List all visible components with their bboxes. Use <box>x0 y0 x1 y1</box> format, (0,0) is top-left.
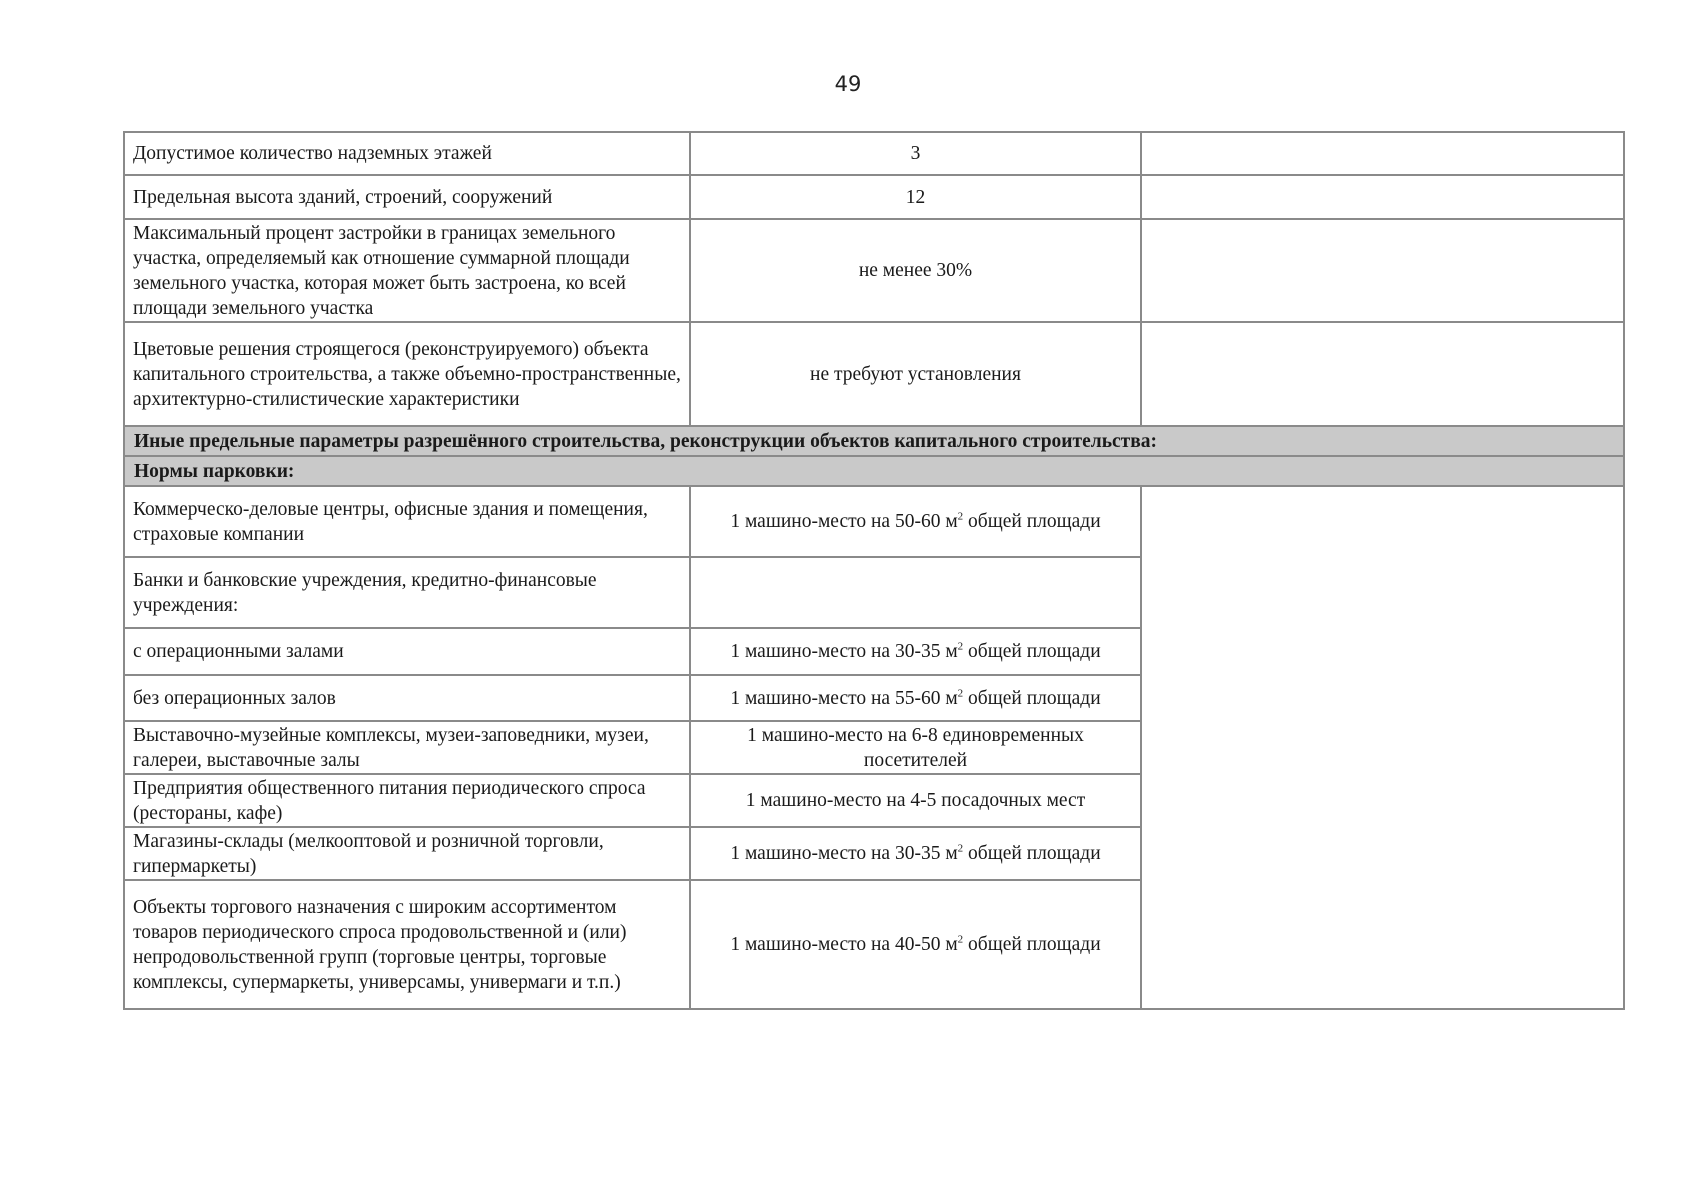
table-row <box>124 486 1624 557</box>
param-value: 3 <box>690 132 1141 175</box>
parking-value: 1 машино-место на 30-35 $м^2$ общей площади <box>690 827 1141 880</box>
param-note <box>1141 322 1624 426</box>
parking-label: Банки и банковские учреждения, кредитно-финансовые учреждения: <box>124 557 690 628</box>
section-header-row <box>124 426 1624 456</box>
table-row <box>124 219 1624 322</box>
section-header-row <box>124 456 1624 486</box>
section-parking: Нормы парковки: <box>124 456 1624 486</box>
parking-value: 1 машино-место на 6-8 единовременных посетителей <box>690 721 1141 774</box>
parking-label: Объекты торгового назначения с широким ассортиментом товаров периодического спроса продовольственной и (или) непродовольственной групп (торговые центры, торговые комплексы, супермаркеты, универсамы, универмаги и т.п.) <box>124 880 690 1009</box>
parameters-table <box>123 131 1625 1010</box>
param-value: 12 <box>690 175 1141 219</box>
parking-value: 1 машино-место на 40-50 $м^2$ общей площади <box>690 880 1141 1009</box>
param-note <box>1141 219 1624 322</box>
table-row <box>124 322 1624 426</box>
parking-label: Магазины-склады (мелкооптовой и розничной торговли, гипермаркеты) <box>124 827 690 880</box>
param-label: Предельная высота зданий, строений, сооружений <box>124 175 690 219</box>
table-row <box>124 175 1624 219</box>
parking-label: Выставочно-музейные комплексы, музеи-заповедники, музеи, галереи, выставочные залы <box>124 721 690 774</box>
parking-value: 1 машино-место на 30-35 $м^2$ общей площади <box>690 628 1141 675</box>
param-value: не менее 30% <box>690 219 1141 322</box>
page-number: 49 <box>834 72 862 96</box>
param-value: не требуют установления <box>690 322 1141 426</box>
table-row <box>124 132 1624 175</box>
parking-value: 1 машино-место на 50-60 $м^2$ общей площади <box>690 486 1141 557</box>
parking-value <box>690 557 1141 628</box>
parking-label: Предприятия общественного питания периодического спроса (рестораны, кафе) <box>124 774 690 827</box>
param-note <box>1141 132 1624 175</box>
parking-label: с операционными залами <box>124 628 690 675</box>
param-label: Цветовые решения строящегося (реконструируемого) объекта капитального строительства, а также объемно-пространственные, архитектурно-стилистические характеристики <box>124 322 690 426</box>
parking-label: без операционных залов <box>124 675 690 721</box>
parking-value: 1 машино-место на 55-60 $м^2$ общей площади <box>690 675 1141 721</box>
parking-label: Коммерческо-деловые центры, офисные здания и помещения, страховые компании <box>124 486 690 557</box>
param-note <box>1141 175 1624 219</box>
parking-note <box>1141 486 1624 1009</box>
section-other-params: Иные предельные параметры разрешённого строительства, реконструкции объектов капитального строительства: <box>124 426 1624 456</box>
parking-value: 1 машино-место на 4-5 посадочных мест <box>690 774 1141 827</box>
param-label: Максимальный процент застройки в границах земельного участка, определяемый как отношение суммарной площади земельного участка, которая может быть застроена, ко всей площади земельного участка <box>124 219 690 322</box>
param-label: Допустимое количество надземных этажей <box>124 132 690 175</box>
